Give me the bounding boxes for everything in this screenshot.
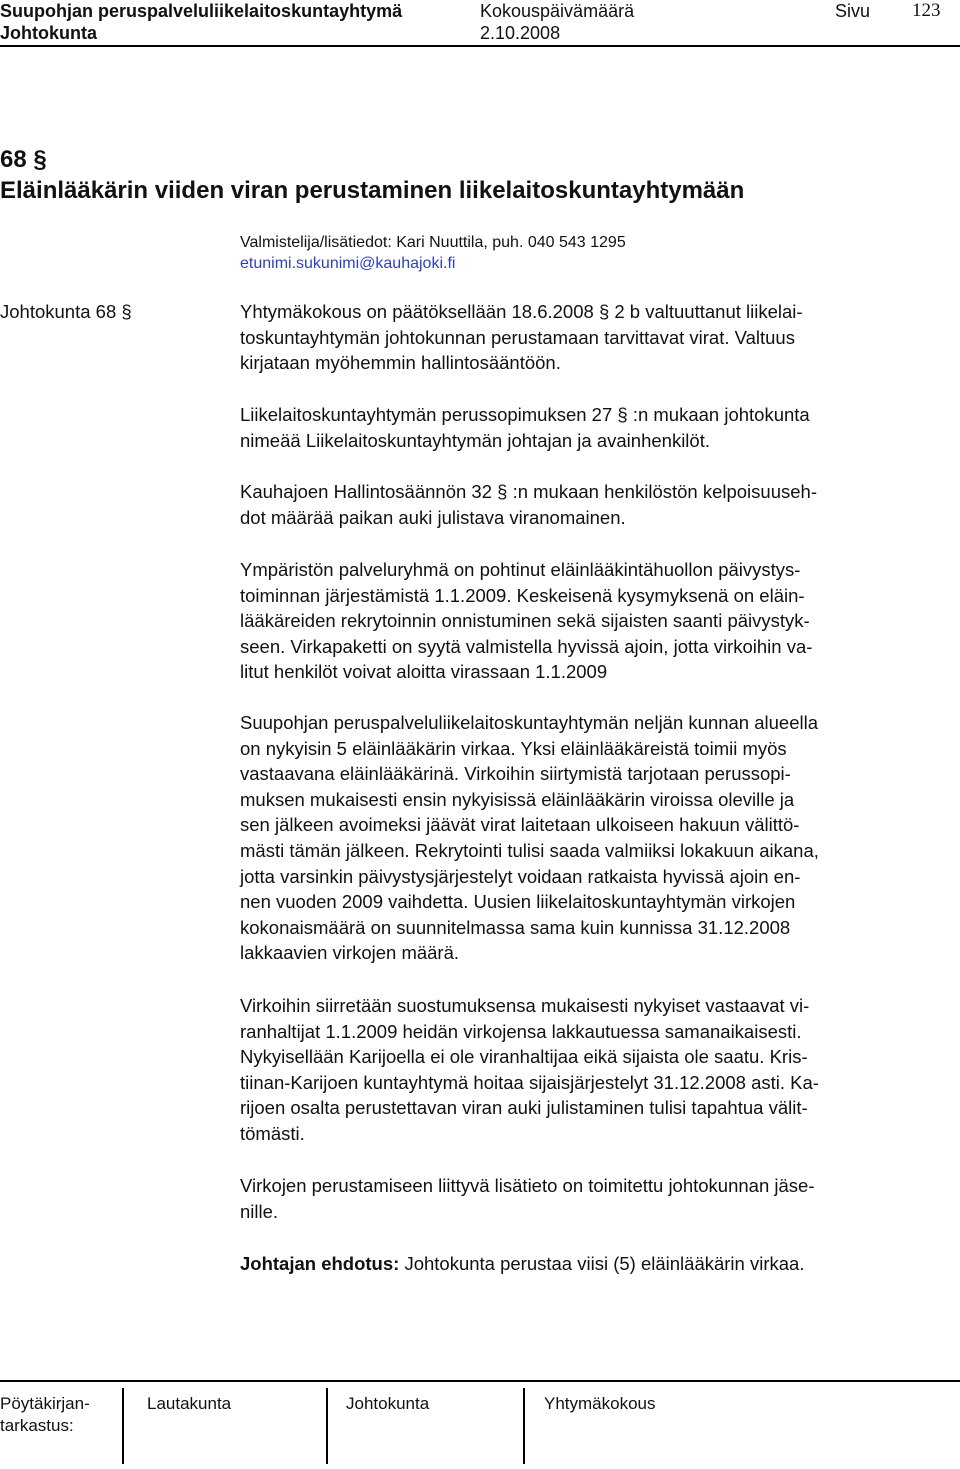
paragraph-5-line: vastaavana eläinlääkärinä. Virkoihin siirtymistä tarjotaan perussopi- (240, 763, 791, 785)
paragraph-6-line: rijoen osalta perustettavan viran auki julistaminen tulisi tapahtua välit- (240, 1097, 808, 1119)
paragraph-4-line: Ympäristön palveluryhmä on pohtinut eläinlääkintähuollon päivystys- (240, 559, 801, 580)
paragraph-5-line: lakkaavien virkojen määrä. (240, 942, 460, 964)
paragraph-3-line: dot määrää paikan auki julistava viranomainen. (240, 506, 626, 528)
paragraph-4 (240, 557, 940, 685)
footer-review-label-1: Pöytäkirjan- (0, 1394, 90, 1413)
paragraph-2 (240, 402, 940, 453)
paragraph-6-line: Virkoihin siirretään suostumuksensa mukaisesti nykyiset vastaavat vi- (240, 995, 810, 1016)
paragraph-2-line: nimeää Liikelaitoskuntayhtymän johtajan ja avainhenkilöt. (240, 429, 710, 451)
paragraph-2-line: Liikelaitoskuntayhtymän perussopimuksen 27 § :n mukaan johtokunta (240, 404, 810, 425)
footer-col-lautakunta: Lautakunta (147, 1394, 232, 1413)
paragraph-4-line: lääkäreiden rekrytoinnin onnistuminen sekä sijaisten saanti päivystyk- (240, 610, 810, 632)
paragraph-5-line: kokonaismäärä on suunnitelmassa sama kuin kunnissa 31.12.2008 (240, 916, 791, 938)
paragraph-4-line: seen. Virkapaketti on syytä valmistella hyvissä ajoin, jotta virkoihin va- (240, 635, 813, 657)
proposal-label: Johtajan ehdotus: (240, 1253, 400, 1274)
body-section-label-sign: § (121, 301, 132, 322)
header-page-number: 123 (912, 0, 941, 21)
section-number-heading (0, 145, 47, 175)
footer-signature-divider (523, 1388, 525, 1464)
paragraph-5-line: sen jälkeen avoimeksi jäävät virat laitetaan ulkoiseen hakuun välittö- (240, 814, 800, 836)
footer-col-yhtymakokous: Yhtymäkokous (544, 1394, 656, 1413)
paragraph-6-line: tömästi. (240, 1122, 305, 1144)
proposal-text: Johtokunta perustaa viisi (5) eläinlääkärin virkaa. (399, 1253, 805, 1274)
paragraph-6-line: tiinan-Karijoen kuntayhtymä hoitaa sijaisjärjestelyt 31.12.2008 asti. Ka- (240, 1071, 819, 1093)
paragraph-3 (240, 479, 940, 530)
paragraph-1-line: kirjataan myöhemmin hallintosääntöön. (240, 352, 561, 374)
paragraph-5-line: Suupohjan peruspalveluliikelaitoskuntayhtymän neljän kunnan alueella (240, 712, 819, 733)
paragraph-5-line: jotta varsinkin päivystysjärjestelyt voidaan ratkaista hyvissä ajoin en- (240, 865, 801, 887)
body-section-label-text: Johtokunta 68 (0, 301, 117, 322)
paragraph-5-line: nen vuoden 2009 vaihdetta. Uusien liikelaitoskuntayhtymän virkojen (240, 891, 796, 913)
paragraph-7-line: Virkojen perustamiseen liittyvä lisätieto on toimitettu johtokunnan jäse- (240, 1175, 815, 1196)
paragraph-5-line: on nykyisin 5 eläinlääkärin virkaa. Yksi eläinlääkäreistä toimii myös (240, 737, 787, 759)
paragraph-3-line: Kauhajoen Hallintosäännön 32 § :n mukaan henkilöstön kelpoisuuseh- (240, 481, 817, 502)
section-number: 68 (0, 146, 27, 173)
footer-signature-divider (326, 1388, 328, 1464)
section-title: Eläinlääkärin viiden viran perustaminen liikelaitoskuntayhtymään (0, 177, 745, 204)
paragraph-6 (240, 993, 940, 1147)
paragraph-1 (240, 299, 940, 376)
footer-col-johtokunta: Johtokunta (346, 1394, 430, 1413)
header-divider (0, 45, 960, 47)
paragraph-4-line: litut henkilöt voivat aloitta virassaan 1.1.2009 (240, 661, 608, 683)
paragraph-7 (240, 1173, 940, 1224)
paragraph-5-line: muksen mukaisesti ensin nykyisissä eläinlääkärin viroissa oleville ja (240, 788, 795, 810)
preparer-line: Valmistelija/lisätiedot: Kari Nuuttila, puh. 040 543 1295 (240, 234, 626, 251)
header-organization: Suupohjan peruspalveluliikelaitoskuntayhtymä (0, 1, 403, 21)
paragraph-7-line: nille. (240, 1200, 279, 1222)
paragraph-4-line: toiminnan järjestämistä 1.1.2009. Keskeisenä kysymyksenä on eläin- (240, 584, 805, 606)
footer-divider (0, 1380, 960, 1382)
section-sign: § (33, 146, 47, 173)
header-body: Johtokunta (0, 23, 97, 43)
paragraph-1-line: toskuntayhtymän johtokunnan perustamaan tarvittavat virat. Valtuus (240, 326, 795, 348)
paragraph-5-line: mästi tämän jälkeen. Rekrytointi tulisi saada valmiiksi lokakuun aikana, (240, 839, 819, 861)
footer-review-label-2: tarkastus: (0, 1416, 74, 1435)
header-date-label: Kokouspäivämäärä (480, 1, 635, 21)
paragraph-6-line: Nykyisellään Karijoella ei ole viranhaltijaa eikä sijaista ole saatu. Kris- (240, 1046, 808, 1068)
director-proposal (240, 1251, 940, 1277)
paragraph-1-line: Yhtymäkokous on päätöksellään 18.6.2008 § 2 b valtuuttanut liikelai- (240, 301, 803, 322)
paragraph-5 (240, 710, 940, 966)
director-proposal-line (240, 1251, 940, 1277)
header-date: 2.10.2008 (480, 23, 561, 43)
body-section-label (0, 299, 132, 325)
paragraph-6-line: ranhaltijat 1.1.2009 heidän virkojensa lakkautuessa samanaikaisesti. (240, 1020, 802, 1042)
preparer-email-link[interactable]: etunimi.sukunimi@kauhajoki.fi (240, 255, 456, 272)
footer-signature-divider (122, 1388, 124, 1464)
header-page-label: Sivu (835, 1, 871, 21)
